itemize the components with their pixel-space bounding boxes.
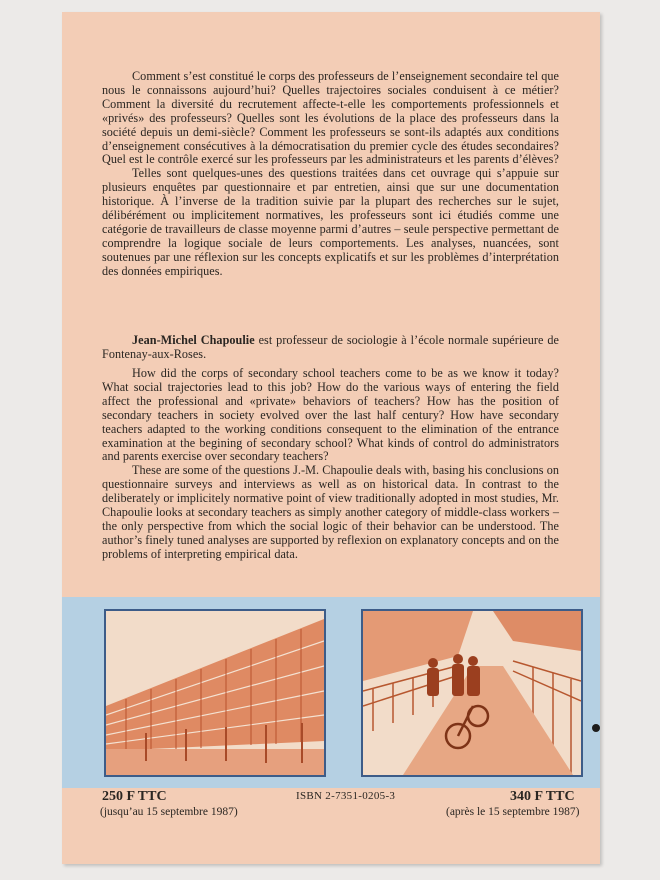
isbn: ISBN 2-7351-0205-3 [296,790,396,802]
french-paragraph-2: Telles sont quelques-unes des questions traitées dans cet ouvrage qui s’appuie sur plusieurs enquêtes par questionnaire et par entretien, ainsi que sur une documentation historique. À l’inverse de la tradition suivie par la plupart des recherches sur le sujet, délibérément ou implicitement normatives, les professeurs sont ici étudiés comme une catégorie de travailleurs de classe moyenne parmi d’autres – seule perspective permettant de comprendre la logique sociale de leurs comportements. Les analyses, nuancées, sont soutenues par une réflexion sur les concepts explicatifs et sur les problèmes d’interprétation des données empiriques. [102,166,559,278]
english-paragraph-1: How did the corps of secondary school teachers come to be as we know it today? What social trajectories lead to this job? How do the various ways of entering the field affect the professional and «private» behaviors of teachers? How has the position of secondary teachers in society evolved over the last half century? How have secondary teachers adapted to the working conditions consequent to the elimination of the entrance examination at the begining of secondary school? What kinds of control do administrators and parents exercise over secondary teachers? [102,366,559,464]
price-before: 250 F TTC [102,789,167,804]
english-paragraph-2: These are some of the questions J.-M. Chapoulie deals with, basing his conclusions on questionnaire surveys and interviews as well as on historical data. In contrast to the deliberately or implicitely normative point of view traditionally adopted in most studies, Mr. Chapoulie looks at secondary teachers as simply another category of middle-class workers – the only perspective from which the social logic of their behavior can be understood. The author’s finely tuned analyses are supported by reflexion on explanatory concepts and on the problems of interpreting empirical data. [102,463,559,561]
photo-band [62,597,600,788]
dot-mark [592,724,600,732]
french-paragraph-1: Comment s’est constitué le corps des professeurs de l’enseignement secondaire tel que nous le connaissons aujourd’hui? Quelles trajectoires sociales conduisent à ce métier? Comment la diversité du recrutement affecte-t-elle les comportements professionnels et «privés» des professeurs? Quelles sont les évolutions de la place des professeurs dans la société depuis un demi-siècle? Comment les professeurs se sont-ils adaptés aux conditions d’enseignement consécutives à la démocratisation du premier cycle des études secondaires? Quel est le contrôle exercé sur les professeurs par les administrateurs et les parents d’élèves? [102,69,559,167]
school-building-photo [104,609,326,777]
english-description [102,367,559,562]
price-after: 340 F TTC [510,789,575,804]
cyclists-path-photo [361,609,583,777]
author-bio [102,334,559,362]
author-bio-text: est professeur de sociologie à l’école normale supérieure de Fontenay-aux-Roses. [102,333,559,361]
price-after-note: (après le 15 septembre 1987) [446,806,580,818]
book-back-cover [62,12,600,864]
author-name: Jean-Michel Chapoulie [132,333,255,347]
french-description [102,70,559,279]
price-before-note: (jusqu’au 15 septembre 1987) [100,806,238,818]
